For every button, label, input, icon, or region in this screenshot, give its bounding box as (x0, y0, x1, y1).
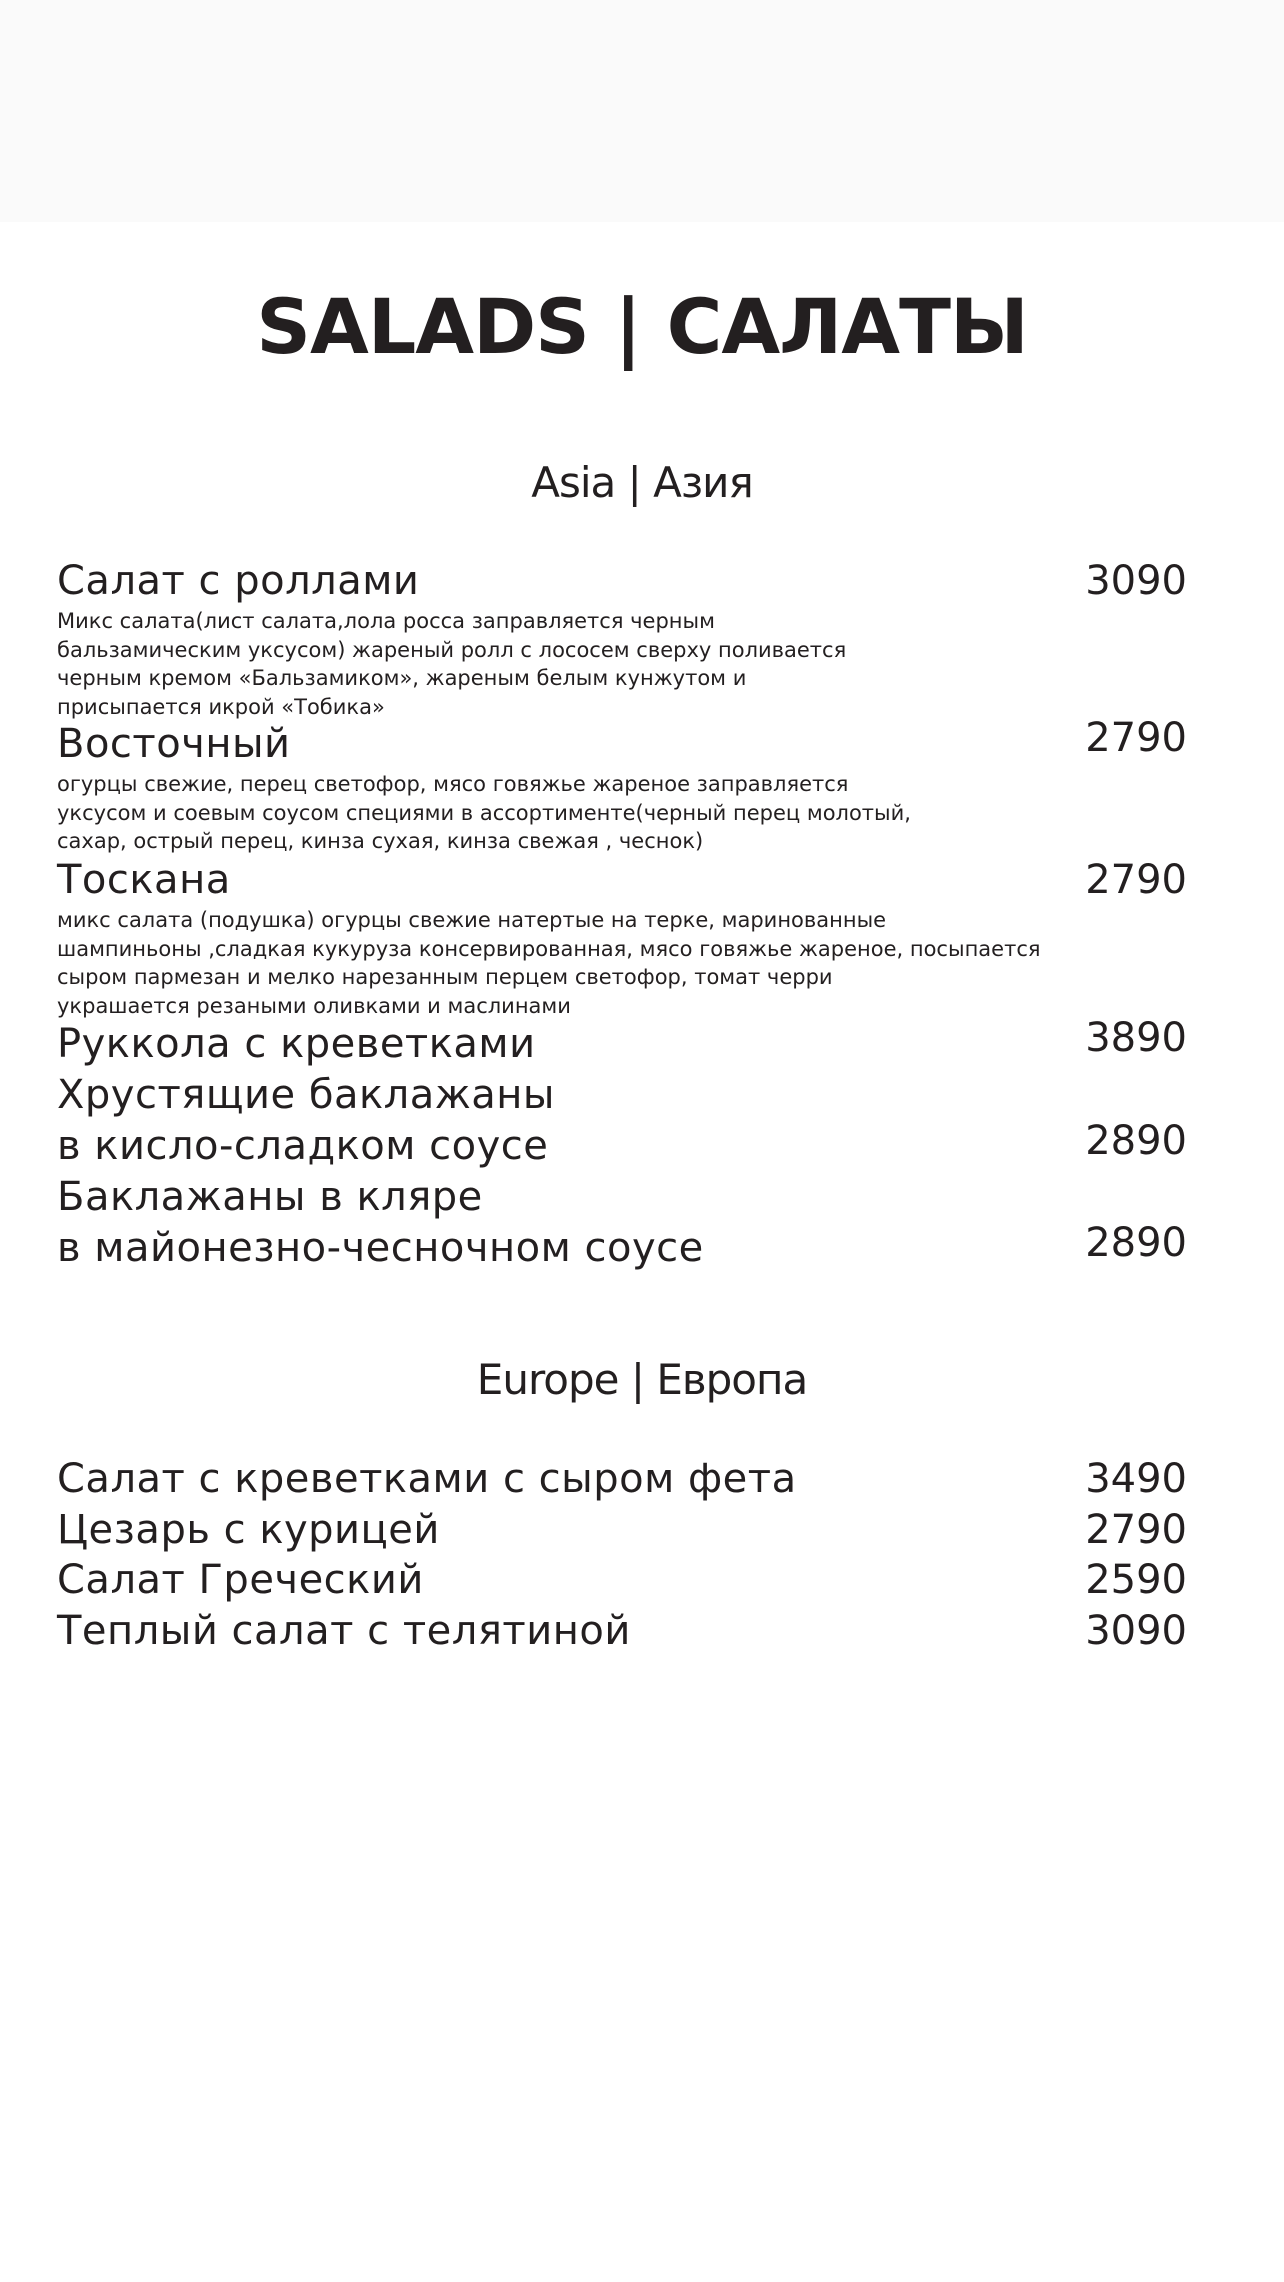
page-title: SALADS | САЛАТЫ (256, 282, 1028, 371)
item-price: 2790 (1085, 715, 1187, 761)
menu-item-toscana (57, 855, 1187, 1020)
item-price: 2890 (1085, 1220, 1187, 1266)
item-description: Микс салата(лист салата,лола росса заправляется черным (57, 609, 715, 633)
item-price: 3090 (1085, 558, 1187, 604)
item-description: уксусом и соевым соусом специями в ассортименте(черный перец молотый, (57, 800, 911, 825)
item-description: бальзамическим уксусом) жареный ролл с лососем сверху поливается (57, 637, 847, 662)
item-price: 3890 (1085, 1015, 1187, 1061)
menu-item-warm-veal-salad (57, 1606, 1187, 1657)
item-name: Салат с креветками с сыром фета (57, 1456, 797, 1502)
item-name: Салат с роллами (57, 558, 420, 604)
menu-item-crispy-eggplant (57, 1070, 1187, 1172)
item-name: Тоскана (57, 857, 231, 903)
item-description: украшается резаными оливками и маслинами (57, 993, 571, 1018)
item-description: присыпается икрой «Тобика» (57, 694, 385, 719)
item-name: Хрустящие баклажаны (57, 1072, 556, 1118)
item-price: 3090 (1085, 1608, 1187, 1654)
item-price: 2790 (1085, 1507, 1187, 1553)
item-name: Руккола с креветками (57, 1021, 536, 1067)
item-price: 2790 (1085, 857, 1187, 903)
menu-item-greek-salad (57, 1555, 1187, 1606)
item-description: микс салата (подушка) огурцы свежие натертые на терке, маринованные (57, 908, 887, 932)
top-margin-band (0, 0, 1284, 222)
menu-item-shrimp-feta (57, 1454, 1187, 1505)
item-name: в кисло-сладком соусе (57, 1123, 549, 1169)
item-description: сахар, острый перец, кинза сухая, кинза свежая , чеснок) (57, 829, 704, 853)
menu-item-arugula-shrimp (57, 1015, 1187, 1070)
section-title-asia: Asia | Азия (531, 458, 753, 507)
item-description: огурцы свежие, перец светофор, мясо говяжье жареное заправляется (57, 772, 849, 796)
item-name: Теплый салат с телятиной (57, 1608, 631, 1654)
item-description: черным кремом «Бальзамиком», жареным белым кунжутом и (57, 666, 747, 690)
section-title-europe: Europe | Европа (476, 1355, 808, 1404)
item-price: 2890 (1085, 1118, 1187, 1164)
item-description: шампиньоны ,сладкая кукуруза консервированная, мясо говяжье жареное, посыпается (57, 936, 1041, 961)
item-name: Восточный (57, 721, 291, 767)
menu-item-eggplant-batter (57, 1172, 1187, 1274)
item-name: Салат Греческий (57, 1557, 424, 1603)
item-name: Цезарь с курицей (57, 1507, 440, 1553)
item-description: сыром пармезан и мелко нарезанным перцем светофор, томат черри (57, 965, 833, 989)
menu-item-salad-with-rolls (57, 556, 1187, 721)
menu-item-vostochny (57, 715, 1187, 856)
item-name: Баклажаны в кляре (57, 1174, 483, 1220)
item-price: 3490 (1085, 1456, 1187, 1502)
item-name: в майонезно-чесночном соусе (57, 1225, 704, 1271)
menu-item-caesar-chicken (57, 1505, 1187, 1556)
item-price: 2590 (1085, 1557, 1187, 1603)
